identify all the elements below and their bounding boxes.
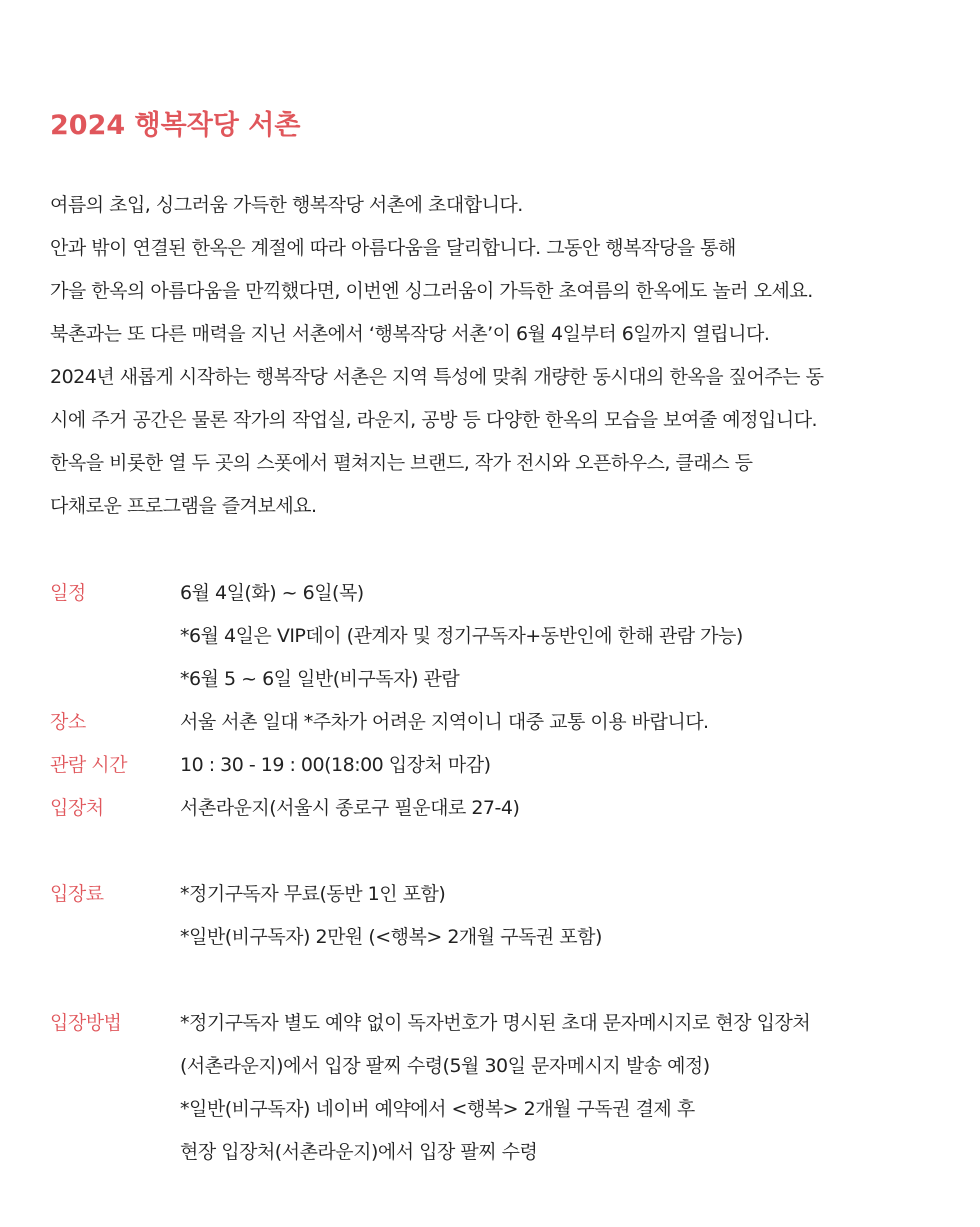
hours-line: 10 : 30 - 19 : 00(18:00 입장처 마감) [180, 754, 491, 776]
method-line: *정기구독자 별도 예약 없이 독자번호가 명시된 초대 문자메시지로 현장 입장처 [180, 1012, 811, 1034]
schedule-line: *6월 4일은 VIP데이 (관계자 및 정기구독자+동반인에 한해 관람 가능) [180, 625, 743, 647]
hours-values [180, 750, 950, 793]
method-line: *일반(비구독자) 네이버 예약에서 <행복> 2개월 구독권 결제 후 [180, 1098, 695, 1120]
section-spacer [50, 836, 950, 879]
intro-line: 한옥을 비롯한 열 두 곳의 스폿에서 펼쳐지는 브랜드, 작가 전시와 오픈하우스, 클래스 등 [50, 452, 753, 474]
entrance-row [50, 793, 950, 836]
fee-label: 입장료 [50, 883, 104, 905]
intro-line: 가을 한옥의 아름다움을 만끽했다면, 이번엔 싱그러움이 가득한 초여름의 한옥에도 놀러 오세요. [50, 280, 813, 302]
fee-line: *정기구독자 무료(동반 1인 포함) [180, 883, 446, 905]
intro-line: 여름의 초입, 싱그러움 가득한 행복작당 서촌에 초대합니다. [50, 194, 523, 216]
event-info [50, 578, 950, 1180]
intro-line: 시에 주거 공간은 물론 작가의 작업실, 라운지, 공방 등 다양한 한옥의 모습을 보여줄 예정입니다. [50, 409, 818, 431]
fee-line: *일반(비구독자) 2만원 (<행복> 2개월 구독권 포함) [180, 926, 602, 948]
page-title: 2024 행복작당 서촌 [50, 110, 301, 141]
venue-label: 장소 [50, 711, 86, 733]
hours-row [50, 750, 950, 793]
entrance-label: 입장처 [50, 797, 104, 819]
schedule-label: 일정 [50, 582, 86, 604]
intro-line: 2024년 새롭게 시작하는 행복작당 서촌은 지역 특성에 맞춰 개량한 동시대의 한옥을 짚어주는 동 [50, 366, 824, 388]
venue-line: 서울 서촌 일대 *주차가 어려운 지역이니 대중 교통 이용 바랍니다. [180, 711, 709, 733]
entrance-values [180, 793, 950, 836]
schedule-values [180, 578, 950, 707]
intro-line: 다채로운 프로그램을 즐겨보세요. [50, 495, 317, 517]
schedule-line: 6월 4일(화) ~ 6일(목) [180, 582, 364, 604]
method-label: 입장방법 [50, 1012, 122, 1034]
fee-values [180, 879, 950, 965]
venue-row [50, 707, 950, 750]
intro-line: 안과 밖이 연결된 한옥은 계절에 따라 아름다움을 달리합니다. 그동안 행복작당을 통해 [50, 237, 736, 259]
entrance-line: 서촌라운지(서울시 종로구 필운대로 27-4) [180, 797, 520, 819]
venue-values [180, 707, 950, 750]
method-row [50, 1008, 950, 1180]
method-line: 현장 입장처(서촌라운지)에서 입장 팔찌 수령 [180, 1141, 538, 1163]
intro-paragraph [50, 190, 950, 534]
hours-label: 관람 시간 [50, 754, 127, 776]
intro-line: 북촌과는 또 다른 매력을 지닌 서촌에서 ‘행복작당 서촌’이 6월 4일부터 6일까지 열립니다. [50, 323, 770, 345]
schedule-line: *6월 5 ~ 6일 일반(비구독자) 관람 [180, 668, 460, 690]
method-values [180, 1008, 950, 1180]
section-spacer [50, 965, 950, 1008]
schedule-row [50, 578, 950, 707]
fee-row [50, 879, 950, 965]
method-line: (서촌라운지)에서 입장 팔찌 수령(5월 30일 문자메시지 발송 예정) [180, 1055, 710, 1077]
